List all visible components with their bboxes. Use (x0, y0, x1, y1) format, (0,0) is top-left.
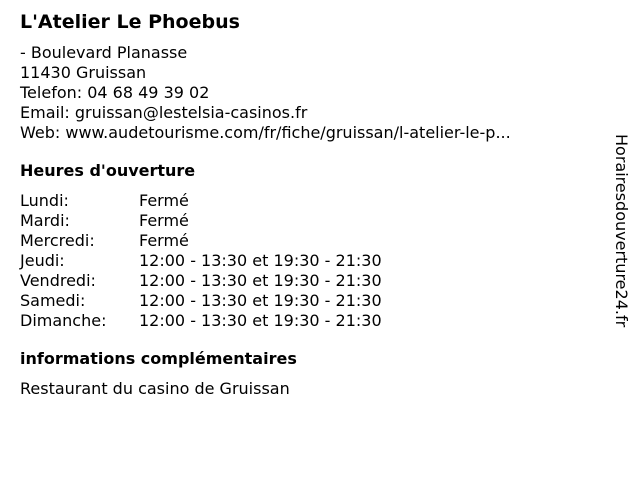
phone-row (20, 83, 600, 103)
info-text: Restaurant du casino de Gruissan (20, 379, 290, 398)
phone-number[interactable]: 04 68 49 39 02 (87, 83, 210, 102)
address-city: 11430 Gruissan (20, 63, 147, 82)
web-label: Web: (20, 123, 61, 142)
hours-row-dimanche (20, 311, 600, 331)
hours-row-mercredi (20, 231, 600, 251)
day-hours: 12:00 - 13:30 et 19:30 - 21:30 (139, 271, 382, 290)
listing-card (20, 10, 600, 399)
day-hours: 12:00 - 13:30 et 19:30 - 21:30 (139, 311, 382, 330)
hours-row-vendredi (20, 271, 600, 291)
hours-row-lundi (20, 191, 600, 211)
day-hours: Fermé (139, 211, 189, 230)
day-label: Mercredi: (20, 231, 95, 250)
day-label: Mardi: (20, 211, 70, 230)
day-label: Vendredi: (20, 271, 96, 290)
day-hours: 12:00 - 13:30 et 19:30 - 21:30 (139, 251, 382, 270)
web-link[interactable]: www.audetourisme.com/fr/fiche/gruissan/l-atelier-le-p... (65, 123, 511, 142)
day-label: Lundi: (20, 191, 69, 210)
address-street: - Boulevard Planasse (20, 43, 188, 62)
side-brand: Horairesdouverture24.fr (612, 134, 631, 328)
email-link[interactable]: gruissan@lestelsia-casinos.fr (74, 103, 308, 122)
phone-label: Telefon: (20, 83, 83, 102)
business-title: L'Atelier Le Phoebus (20, 11, 240, 33)
email-row (20, 103, 600, 123)
day-label: Dimanche: (20, 311, 107, 330)
hours-row-jeudi (20, 251, 600, 271)
day-label: Jeudi: (20, 251, 65, 270)
day-hours: 12:00 - 13:30 et 19:30 - 21:30 (139, 291, 382, 310)
info-heading: informations complémentaires (20, 349, 297, 368)
email-label: Email: (20, 103, 70, 122)
hours-row-mardi (20, 211, 600, 231)
day-label: Samedi: (20, 291, 86, 310)
day-hours: Fermé (139, 231, 189, 250)
hours-table (20, 191, 600, 331)
web-row (20, 123, 600, 143)
hours-heading: Heures d'ouverture (20, 161, 196, 180)
day-hours: Fermé (139, 191, 189, 210)
hours-row-samedi (20, 291, 600, 311)
